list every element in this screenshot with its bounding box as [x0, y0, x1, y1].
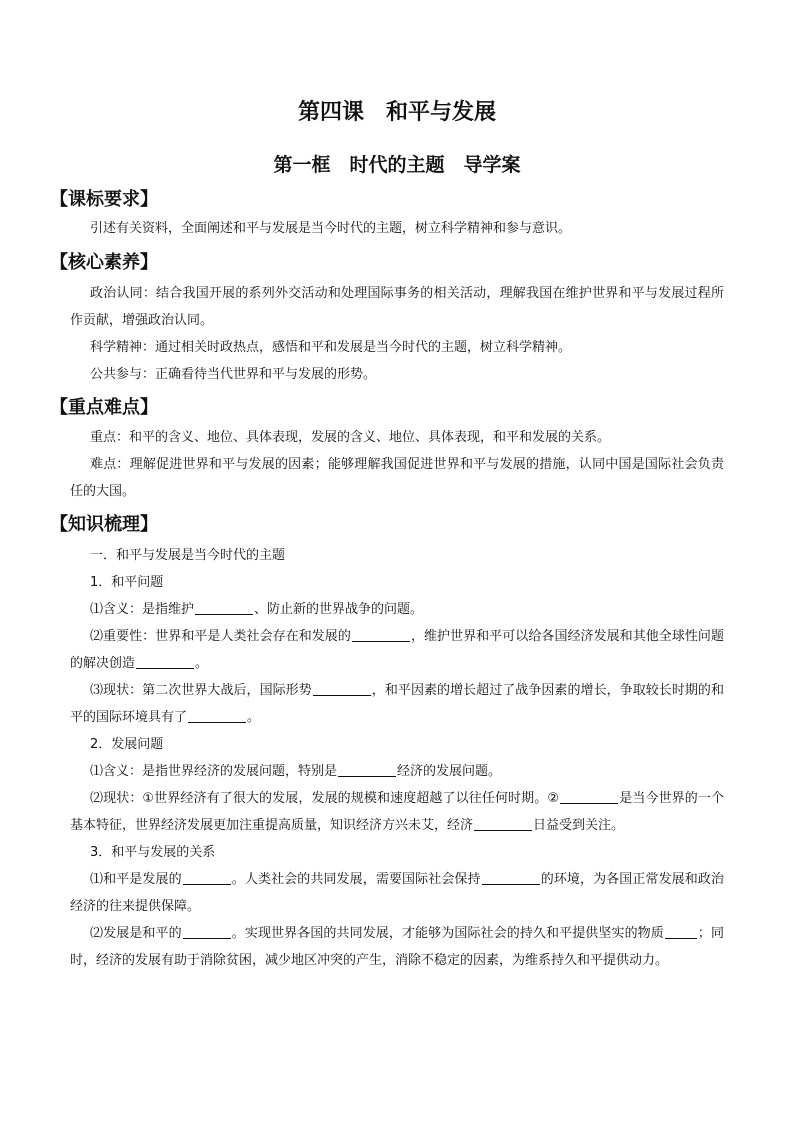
scientific-spirit-text: 科学精神：通过相关时政热点，感悟和平和发展是当今时代的主题，树立科学精神。 — [90, 340, 572, 355]
peace-definition: ⑴含义：是指维护 、防止新的世界战争的问题。 — [90, 602, 424, 617]
peace-title: 1．和平问题 — [90, 575, 164, 590]
section-heading-knowledge: 【知识梳理】 — [50, 514, 158, 535]
knowledge-section-title: 一．和平与发展是当今时代的主题 — [90, 548, 286, 563]
fill-blank[interactable] — [352, 627, 410, 642]
development-title: 2．发展问题 — [90, 737, 164, 752]
fill-blank[interactable] — [195, 600, 253, 615]
fill-blank[interactable] — [665, 924, 697, 939]
section-heading-key-points: 【重点难点】 — [50, 397, 158, 418]
section-heading-core-literacy: 【核心素养】 — [50, 252, 158, 273]
development-status: ⑵现状：①世界经济有了很大的发展，发展的规模和速度超越了以往任何时期。② 是当今世界的一个基本特征，世界经济发展更加注重提高质量，知识经济方兴未艾，经济 日益受到关注。 — [70, 791, 724, 833]
section-heading-curriculum: 【课标要求】 — [50, 189, 158, 210]
fill-blank[interactable] — [560, 789, 618, 804]
knowledge-body — [70, 542, 724, 974]
difficulty-text: 难点：理解促进世界和平与发展的因素；能够理解我国促进世界和平与发展的措施，认同中国是国际社会负责任的大国。 — [70, 457, 724, 499]
fill-blank[interactable] — [474, 816, 532, 831]
lesson-title: 第四课 和平与发展 — [297, 99, 496, 125]
peace-importance: ⑵重要性：世界和平是人类社会存在和发展的 ，维护世界和平可以给各国经济发展和其他全球性问题的解决创造 。 — [70, 629, 724, 671]
curriculum-text: 引述有关资料，全面阐述和平与发展是当今时代的主题，树立科学精神和参与意识。 — [90, 221, 572, 236]
lesson-subtitle: 第一框 时代的主题 导学案 — [273, 154, 521, 176]
fill-blank[interactable] — [136, 654, 194, 669]
relation-peace-basis: ⑴和平是发展的 。人类社会的共同发展，需要国际社会保持 的环境，为各国正常发展和政治经济的往来提供保障。 — [70, 872, 724, 914]
relation-development-guarantee: ⑵发展是和平的 。实现世界各国的共同发展，才能够为国际社会的持久和平提供坚实的物质 ；同时，经济的发展有助于消除贫困，减少地区冲突的产生，消除不稳定的因素，为维系持久和平提供动力。 — [70, 926, 724, 968]
relation-title: 3．和平与发展的关系 — [90, 845, 216, 860]
core-literacy-body — [70, 280, 724, 388]
development-definition: ⑴含义：是指世界经济的发展问题，特别是 经济的发展问题。 — [90, 764, 502, 779]
fill-blank[interactable] — [338, 762, 396, 777]
fill-blank[interactable] — [188, 708, 246, 723]
fill-blank[interactable] — [183, 924, 231, 939]
political-identity-text: 政治认同：结合我国开展的系列外交活动和处理国际事务的相关活动，理解我国在维护世界和平与发展过程所作贡献，增强政治认同。 — [70, 286, 724, 328]
peace-status: ⑶现状：第二次世界大战后，国际形势 ，和平因素的增长超过了战争因素的增长，争取较长时期的和平的国际环境具有了 。 — [70, 683, 724, 725]
fill-blank[interactable] — [482, 870, 540, 885]
fill-blank[interactable] — [183, 870, 231, 885]
key-point-text: 重点：和平的含义、地位、具体表现，发展的含义、地位、具体表现，和平和发展的关系。 — [90, 430, 611, 445]
curriculum-body — [70, 215, 724, 242]
key-points-body — [70, 424, 724, 505]
fill-blank[interactable] — [313, 681, 371, 696]
public-participation-text: 公共参与：正确看待当代世界和平与发展的形势。 — [90, 367, 377, 382]
